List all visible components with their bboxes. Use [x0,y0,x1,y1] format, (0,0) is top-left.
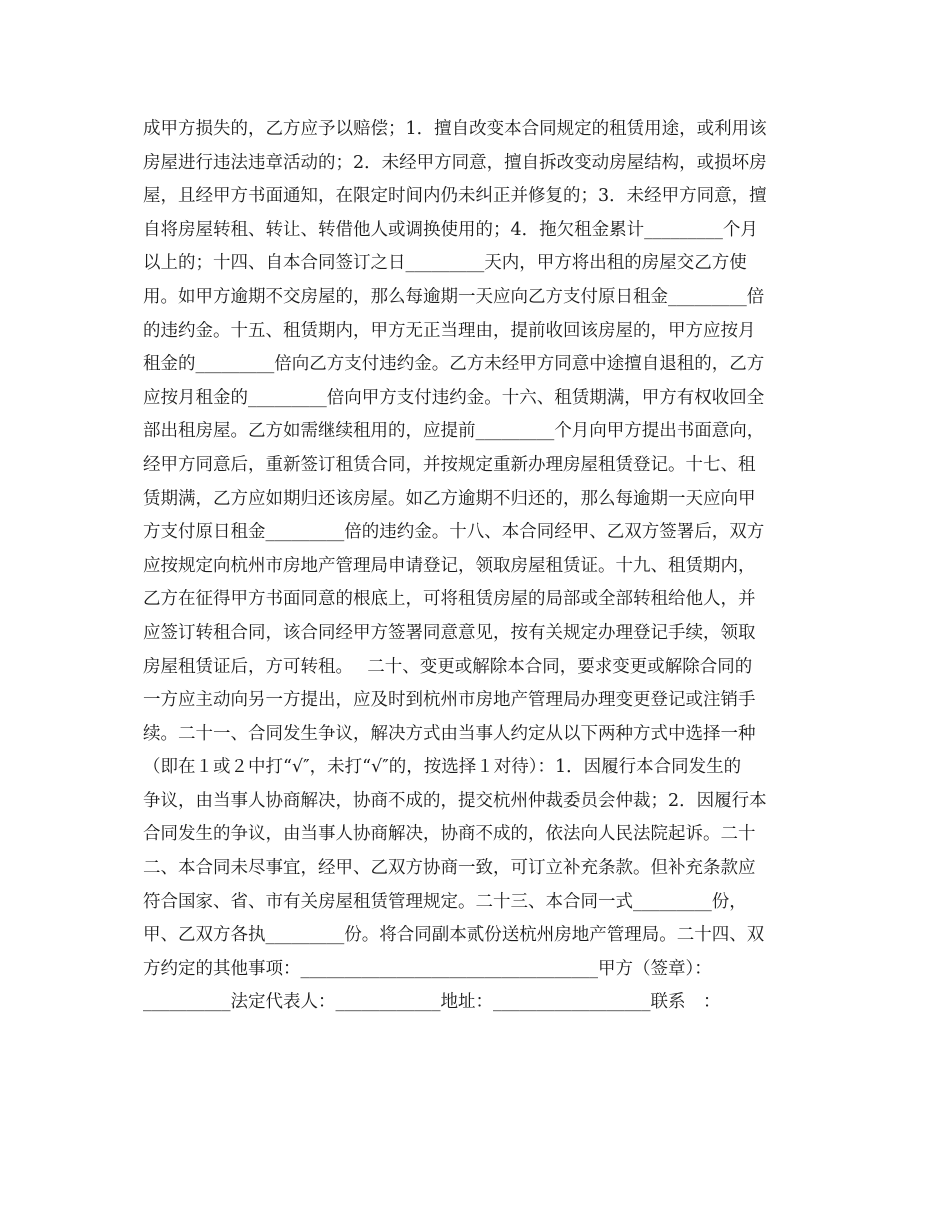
text-line: 成甲方损失的，乙方应予以赔偿；1．擅自改变本合同规定的租赁用途，或利用该 [143,119,767,139]
text-line: 经甲方同意后，重新签订租赁合同，并按规定重新办理房屋租赁登记。十七、租 [143,454,756,475]
text-line: （即在１或２中打“√″，未打“√″的，按选择１对待）：1．因履行本合同发生的 [143,757,742,778]
text-line: 自将房屋转租、转让、转借他人或调换使用的；4．拖欠租金累计_________个月 [143,219,758,240]
text-line: 合同发生的争议，由当事人协商解决，协商不成的，依法向人民法院起诉。二十 [143,824,756,845]
text-line: 一方应主动向另一方提出，应及时到杭州市房地产管理局办理变更登记或注销手 [143,690,756,711]
text-line: 甲、乙双方各执_________份。将合同副本贰份送杭州房地产管理局。二十四、双 [143,925,765,946]
text-line: 应签订转租合同，该合同经甲方签署同意意见，按有关规定办理登记手续，领取 [143,622,756,643]
text-line: 方支付原日租金_________倍的违约金。十八、本合同经甲、乙双方签署后，双方 [143,522,765,543]
text-line: 租金的_________倍向乙方支付违约金。乙方未经甲方同意中途擅自退租的，乙方 [143,354,765,375]
text-line: 的违约金。十五、租赁期内，甲方无正当理由，提前收回该房屋的，甲方应按月 [143,320,756,341]
text-line: 以上的；十四、自本合同签订之日_________天内，甲方将出租的房屋交乙方使 [143,253,747,274]
text-line: 赁期满，乙方应如期归还该房屋。如乙方逾期不归还的，那么每逾期一天应向甲 [143,488,756,509]
text-line: 应按月租金的_________倍向甲方支付违约金。十六、租赁期满，甲方有权收回全 [143,387,765,408]
text-line: 房屋进行违法违章活动的；2．未经甲方同意，擅自拆改变动房屋结构，或损坏房 [143,152,767,173]
text-line: 屋，且经甲方书面通知，在限定时间内仍未纠正并修复的；3．未经甲方同意，擅 [143,186,767,207]
text-line: 应按规定向杭州市房地产管理局申请登记，领取房屋租赁证。十九、租赁期内， [143,555,756,576]
text-line: 方约定的其他事项：__________________________________甲方（签章）： [143,958,712,979]
contract-text [143,113,813,1020]
text-line: 争议，由当事人协商解决，协商不成的，提交杭州仲裁委员会仲裁；2．因履行本 [143,790,767,811]
text-line: __________法定代表人：____________地址：__________________联系 ： [143,992,721,1013]
text-line: 部出租房屋。乙方如需继续租用的，应提前_________个月向甲方提出书面意向， [143,421,765,442]
text-line: 房屋租赁证后，方可转租。 二十、变更或解除本合同，要求变更或解除合同的 [143,656,753,677]
text-line: 续。二十一、合同发生争议，解决方式由当事人约定从以下两种方式中选择一种 [143,723,756,744]
text-line: 乙方在征得甲方书面同意的根底上，可将租赁房屋的局部或全部转租给他人，并 [143,589,756,610]
text-line: 二、本合同未尽事宜，经甲、乙双方协商一致，可订立补充条款。但补充条款应 [143,858,756,879]
text-line: 符合国家、省、市有关房屋租赁管理规定。二十三、本合同一式_________份， [143,891,747,912]
text-line: 用。如甲方逾期不交房屋的，那么每逾期一天应向乙方支付原日租金_________倍 [143,286,765,307]
